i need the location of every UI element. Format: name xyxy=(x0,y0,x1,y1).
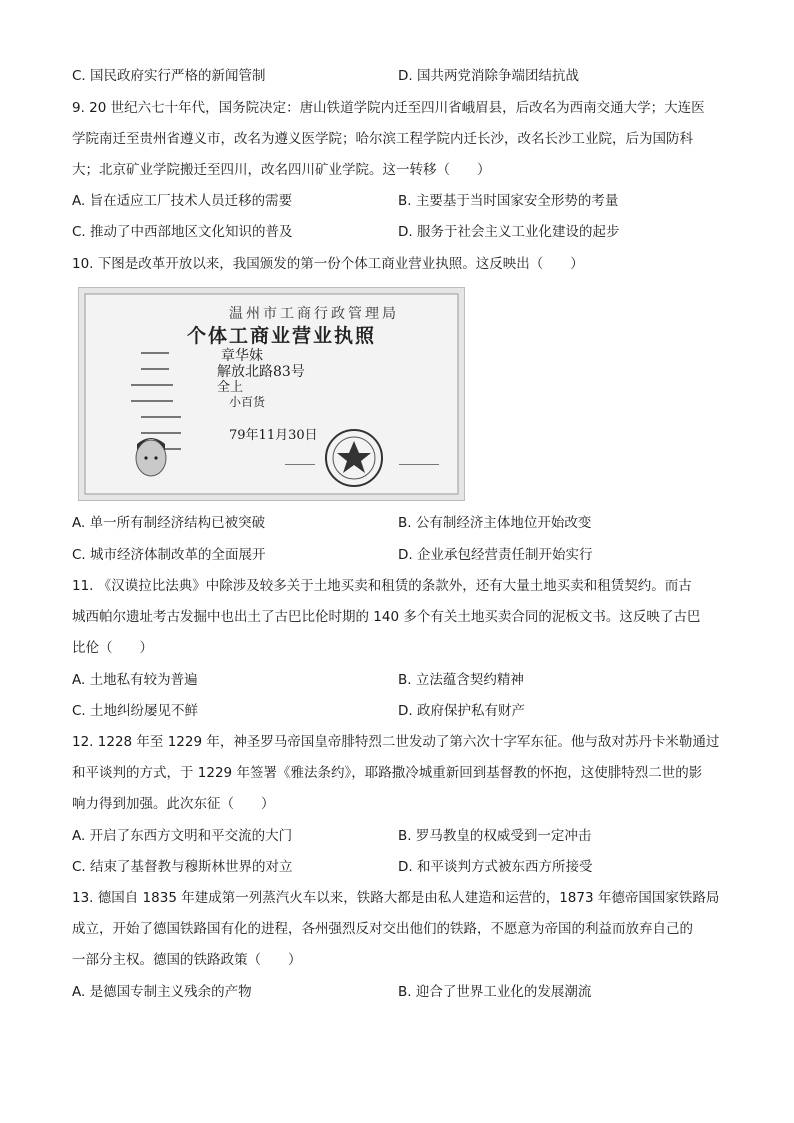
license-name: 章华妹 xyxy=(221,348,263,364)
q12-option-a: A. 开启了东西方文明和平交流的大门 xyxy=(72,828,293,844)
q12-option-c: C. 结束了基督教与穆斯林世界的对立 xyxy=(72,859,293,875)
license-business: 小百货 xyxy=(229,395,266,409)
q13-option-a: A. 是德国专制主义残余的产物 xyxy=(72,984,252,1000)
portrait-image xyxy=(136,438,166,476)
q8-option-d: D. 国共两党消除争端团结抗战 xyxy=(398,68,579,84)
q10-option-a: A. 单一所有制经济结构已被突破 xyxy=(72,515,266,531)
q11-stem-line-1: 11. 《汉谟拉比法典》中除涉及较多关于土地买卖和租赁的条款外，还有大量土地买卖和租赁契约。而古 xyxy=(72,578,692,594)
q13-stem-line-2: 成立，开始了德国铁路国有化的进程，各州强烈反对交出他们的铁路，不愿意为帝国的利益而放弃自己的 xyxy=(72,921,693,937)
q11-option-c: C. 土地纠纷屡见不鲜 xyxy=(72,703,199,719)
q8-option-c: C. 国民政府实行严格的新闻管制 xyxy=(72,68,266,84)
q9-stem-line-2: 学院南迁至贵州省遵义市，改名为遵义医学院；哈尔滨工程学院内迁长沙，改名长沙工业院，后为国防科 xyxy=(72,131,693,147)
license-issuer: 温州市工商行政管理局 xyxy=(229,306,399,322)
license-field3: 全上 xyxy=(217,380,244,395)
q11-stem-line-2: 城西帕尔遗址考古发掘中也出土了古巴比伦时期的 140 多个有关土地买卖合同的泥板文书。这反映了古巴 xyxy=(72,609,701,625)
q13-option-b: B. 迎合了世界工业化的发展潮流 xyxy=(398,984,592,1000)
q12-stem-line-2: 和平谈判的方式，于 1229 年签署《雅法条约》，耶路撒冷城重新回到基督教的怀抱，这使腓特烈二世的影 xyxy=(72,765,703,781)
q9-option-a: A. 旨在适应工厂技术人员迁移的需要 xyxy=(72,193,293,209)
q9-option-b: B. 主要基于当时国家安全形势的考量 xyxy=(398,193,619,209)
q10-option-c: C. 城市经济体制改革的全面展开 xyxy=(72,547,266,563)
business-license-photo xyxy=(78,287,465,501)
q13-stem-line-1: 13. 德国自 1835 年建成第一列蒸汽火车以来，铁路大都是由私人建造和运营的，1873 年德帝国国家铁路局 xyxy=(72,890,720,906)
q11-option-d: D. 政府保护私有财产 xyxy=(398,703,525,719)
q10-option-b: B. 公有制经济主体地位开始改变 xyxy=(398,515,592,531)
q9-option-c: C. 推动了中西部地区文化知识的普及 xyxy=(72,224,293,240)
q9-stem-line-3: 大；北京矿业学院搬迁至四川，改名四川矿业学院。这一转移（ ） xyxy=(72,162,491,178)
q12-stem-line-3: 响力得到加强。此次东征（ ） xyxy=(72,796,275,812)
license-title: 个体工商业营业执照 xyxy=(187,325,377,347)
q9-stem-line-1: 9. 20 世纪六七十年代，国务院决定：唐山铁道学院内迁至四川省峨眉县，后改名为西南交通大学；大连医 xyxy=(72,100,705,116)
q11-option-a: A. 土地私有较为普遍 xyxy=(72,672,198,688)
q12-option-b: B. 罗马教皇的权威受到一定冲击 xyxy=(398,828,592,844)
q10-option-d: D. 企业承包经营责任制开始实行 xyxy=(398,547,593,563)
license-date: 79年11月30日 xyxy=(229,428,318,443)
q9-option-d: D. 服务于社会主义工业化建设的起步 xyxy=(398,224,620,240)
license-address: 解放北路83号 xyxy=(217,364,305,380)
q12-stem-line-1: 12. 1228 年至 1229 年，神圣罗马帝国皇帝腓特烈二世发动了第六次十字军东征。他与敌对苏丹卡米勒通过 xyxy=(72,734,720,750)
q12-option-d: D. 和平谈判方式被东西方所接受 xyxy=(398,859,593,875)
q11-option-b: B. 立法蕴含契约精神 xyxy=(398,672,524,688)
q10-stem: 10. 下图是改革开放以来，我国颁发的第一份个体工商业营业执照。这反映出（ ） xyxy=(72,256,584,272)
q13-stem-line-3: 一部分主权。德国的铁路政策（ ） xyxy=(72,952,302,968)
q11-stem-line-3: 比伦（ ） xyxy=(72,640,153,656)
